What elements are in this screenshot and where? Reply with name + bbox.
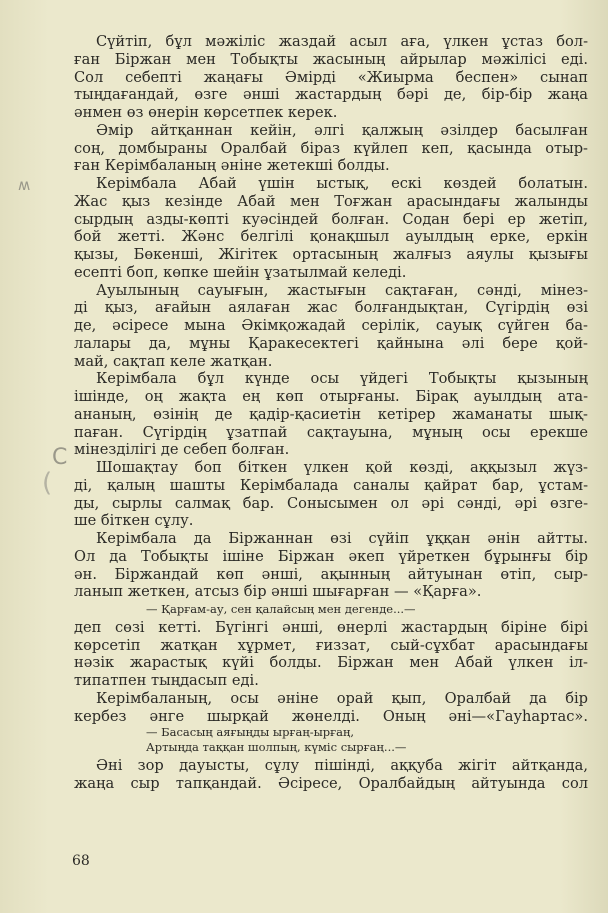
text-line: көрсетіп жатқан хұрмет, ғиззат, сый-сұхбат арасындағы <box>74 636 588 654</box>
margin-pencil-mark: ( <box>42 468 53 498</box>
text-line: Керімбала Абай үшін ыстық, ескі көздей болатын. <box>96 175 588 192</box>
text-line: Керімбала да Біржаннан өзі сүйіп ұққан әнін айтты. <box>96 530 588 547</box>
page-number: 68 <box>72 853 90 869</box>
text-line: бой жетті. Жәнс белгілі қонақшыл ауылдың ерке, еркін <box>74 228 588 246</box>
text-line: ған Біржан мен Тобықты жасының айрылар мәжілісі еді. <box>74 50 588 68</box>
text-line: Жас қыз кезінде Абай мен Тоғжан арасындағы жалынды <box>74 192 588 210</box>
text-line: де, әсіресе мына Әкімқожадай серілік, сауық сүйген ба- <box>74 317 588 334</box>
text-line: паған. Сүгірдің ұзатпай сақтауына, мұның осы ерекше <box>74 423 588 441</box>
text-line: Сол себепті жаңағы Әмірді «Жиырма беспен» сынап <box>74 68 588 86</box>
margin-pencil-mark: C <box>52 445 68 470</box>
text-line: ән. Біржандай көп әнші, ақынның айтуынан өтіп, сыр- <box>74 565 588 583</box>
text-line: қызы, Бөкенші, Жігітек ортасының жалғыз аяулы қызығы <box>74 246 588 263</box>
text-line: соң, домбыраны Оралбай біраз күйлеп кеп, қасында отыр- <box>74 139 588 157</box>
song-verse-line: — Басасың аяғыңды ырғаң-ырғаң, <box>146 725 354 740</box>
text-line: Сүйтіп, бұл мәжіліс жаздай асыл аға, үлкен ұстаз бол- <box>96 33 588 50</box>
text-line: ананың, өзінің де қадір-қасиетін кетірер жаманаты шық- <box>74 405 588 423</box>
text-line: сырдың азды-көпті куәсіндей болған. Содан бері ер жетіп, <box>74 210 588 228</box>
text-line: май, сақтап келе жатқан. <box>74 352 273 370</box>
text-line: ішінде, оң жақта ең көп отырғаны. Бірақ ауылдың ата- <box>74 388 588 405</box>
text-line: ланып жеткен, атсыз бір әнші шығарған — «Қарға». <box>74 583 482 601</box>
text-line: Шошақтау боп біткен үлкен қой көзді, аққызыл жүз- <box>96 459 588 476</box>
text-line: Керімбала бұл күнде осы үйдегі Тобықты қызының <box>96 370 588 388</box>
margin-pencil-mark: ʍ <box>18 176 31 194</box>
text-line: Әмір айтқаннан кейін, әлгі қалжың әзілдер басылған <box>96 121 588 139</box>
text-line: Әні зор дауысты, сұлу пішінді, аққуба жігіт айтқанда, <box>96 757 588 775</box>
text-line: жаңа сыр тапқандай. Әсіресе, Оралбайдың айтуында сол <box>74 775 588 792</box>
text-line: лалары да, мұны Қаракесектегі қайнына әлі бере қой- <box>74 334 588 352</box>
text-line: мінезділігі де себеп болған. <box>74 441 290 459</box>
song-verse-line: — Қарғам-ау, сен қалайсың мен дегенде...— <box>146 602 416 616</box>
text-line: есепті боп, көпке шейін ұзатылмай келеді. <box>74 263 407 281</box>
text-line: ді қыз, ағайын аялаған жас болғандықтан, Сүгірдің өзі <box>74 299 588 317</box>
text-line: кербез әнге шырқай жөнелді. Оның әні—«Гауһартас». <box>74 707 588 725</box>
text-line: әнмен өз өнерін көрсетпек керек. <box>74 104 338 121</box>
body-text <box>74 33 588 793</box>
text-line: ді, қалың шашты Керімбалада саналы қайрат бар, ұстам- <box>74 476 588 494</box>
text-line: ған Керімбаланың әніне жетекші болды. <box>74 157 390 175</box>
text-line: тыңдағандай, өзге әнші жастардың бәрі де, бір-бір жаңа <box>74 86 588 104</box>
text-line: ды, сырлы салмақ бар. Сонысымен ол әрі сәнді, әрі өзге- <box>74 494 588 512</box>
text-line: нәзік жарастық күйі болды. Біржан мен Абай үлкен іл- <box>74 654 588 672</box>
text-line: ше біткен сұлу. <box>74 512 194 530</box>
text-line: Ауылының сауығын, жастығын сақтаған, сәнді, мінез- <box>96 281 588 299</box>
song-verse-line: Артыңда таққан шолпың, күміс сырғаң...— <box>146 740 407 755</box>
text-line: деп сөзі кетті. Бүгінгі әнші, өнерлі жастардың біріне бірі <box>74 618 588 636</box>
text-line: Керімбаланың, осы әніне орай қып, Оралбай да бір <box>96 689 588 707</box>
text-line: типатпен тыңдасып еді. <box>74 672 259 689</box>
text-line: Ол да Тобықты ішіне Біржан әкеп үйреткен бұрынғы бір <box>74 547 588 565</box>
